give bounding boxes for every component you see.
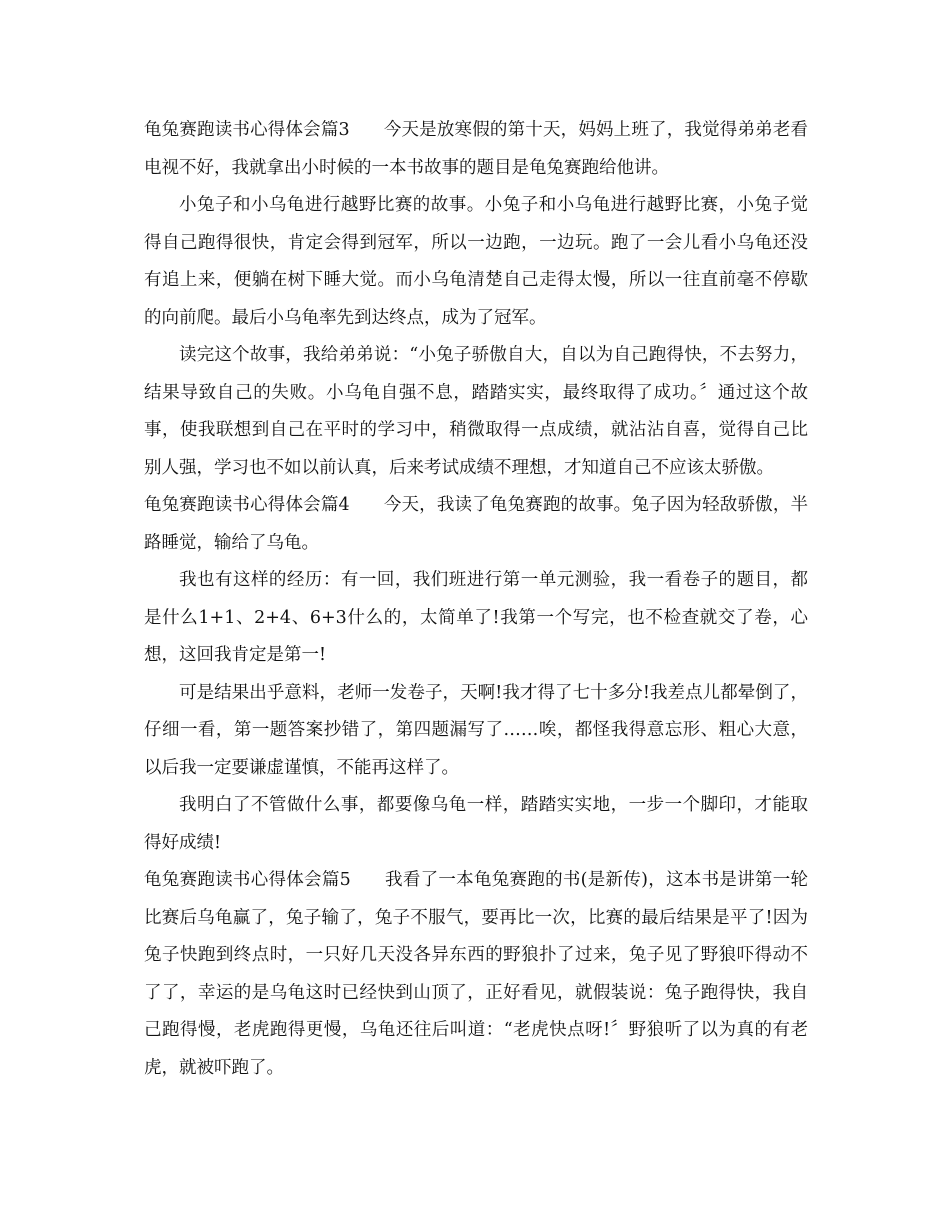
section-4-paragraph-3: 可是结果出乎意料，老师一发卷子，天啊!我才得了七十多分!我差点儿都晕倒了，仔细一看，第一题答案抄错了，第四题漏写了……唉，都怪我得意忘形、粗心大意，以后我一定要谦虚谨慎，不能再这样了。 (144, 682, 808, 778)
section-4-paragraph-4: 我明白了不管做什么事，都要像乌龟一样，踏踏实实地，一步一个脚印，才能取得好成绩! (144, 795, 808, 853)
section-3-heading: 龟兔赛跑读书心得体会篇3 (144, 120, 350, 140)
section-4-paragraph-1: 今天，我读了龟兔赛跑的故事。兔子因为轻敌骄傲，半路睡觉，输给了乌龟。 (144, 495, 808, 553)
document-body (144, 112, 808, 1087)
section-5-opening (144, 862, 808, 1087)
section-4-opening (144, 487, 808, 562)
section-3-paragraph-1: 今天是放寒假的第十天，妈妈上班了，我觉得弟弟老看电视不好，我就拿出小时候的一本书故事的题目是龟兔赛跑给他讲。 (144, 120, 808, 178)
section-4-paragraph-2: 我也有这样的经历：有一回，我们班进行第一单元测验，我一看卷子的题目，都是什么1+1、2+4、6+3什么的，太简单了!我第一个写完，也不检查就交了卷，心想，这回我肯定是第一! (144, 570, 808, 665)
section-3-paragraph-3: 读完这个故事，我给弟弟说：“小兔子骄傲自大，自以为自己跑得快，不去努力，结果导致自己的失败。小乌龟自强不息，踏踏实实，最终取得了成功。〞通过这个故事，使我联想到自己在平时的学习中，稍微取得一点成绩，就沾沾自喜，觉得自己比别人强，学习也不如以前认真，后来考试成绩不理想，才知道自己不应该太骄傲。 (144, 345, 808, 478)
section-3-paragraph-2: 小兔子和小乌龟进行越野比赛的故事。小兔子和小乌龟进行越野比赛，小兔子觉得自己跑得很快，肯定会得到冠军，所以一边跑，一边玩。跑了一会儿看小乌龟还没有追上来，便躺在树下睡大觉。而小乌龟清楚自己走得太慢，所以一往直前毫不停歇的向前爬。最后小乌龟率先到达终点，成为了冠军。 (144, 195, 808, 328)
section-5-heading: 龟兔赛跑读书心得体会篇5 (144, 870, 351, 890)
section-4-heading: 龟兔赛跑读书心得体会篇4 (144, 495, 350, 515)
section-5-paragraph-1: 我看了一本龟兔赛跑的书(是新传)，这本书是讲第一轮比赛后乌龟赢了，兔子输了，兔子不服气，要再比一次，比赛的最后结果是平了!因为兔子快跑到终点时，一只好几天没各异东西的野狼扑了过来，兔子见了野狼吓得动不了了，幸运的是乌龟这时已经快到山顶了，正好看见，就假装说：兔子跑得快，我自己跑得慢，老虎跑得更慢，乌龟还往后叫道：“老虎快点呀!〞野狼听了以为真的有老虎，就被吓跑了。 (144, 870, 809, 1078)
section-3-opening (144, 112, 808, 187)
